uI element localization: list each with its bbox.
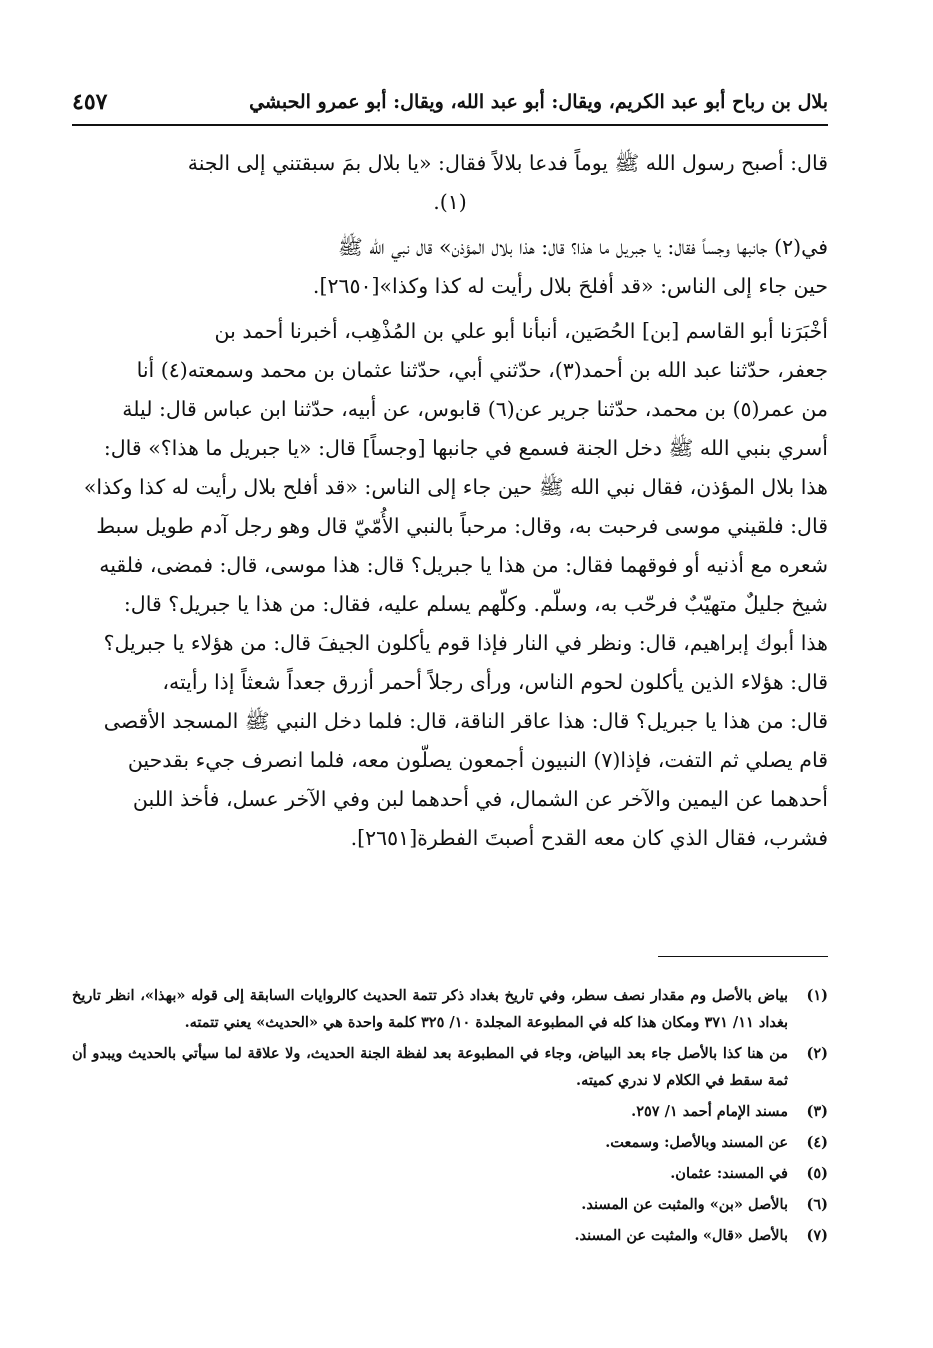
text-line: قال: هؤلاء الذين يأكلون لحوم الناس، ورأى رجلاً أحمر أزرق جعداً شعثاً إذا رأيته، — [162, 670, 828, 694]
text-line: قال: من هذا يا جبريل؟ قال: هذا عاقر الناقة، قال: فلما دخل النبي ﷺ المسجد الأقصى — [103, 709, 828, 733]
footnote-number: (٧) — [806, 1227, 828, 1244]
text-line: أسري بنبي الله ﷺ دخل الجنة فسمع في جانبها [وجساً] قال: «يا جبريل ما هذا؟» قال: — [103, 436, 828, 460]
footnote-separator — [658, 956, 828, 957]
footnote-text: بالأصل «بن» والمثبت عن المسند. — [581, 1196, 788, 1213]
footnote-number: (٥) — [806, 1165, 828, 1182]
text-line: شيخ جليلٌ متهيّبٌ فرحّب به، وسلّم. وكلّهم يسلم عليه، فقال: من هذا يا جبريل؟ قال: — [123, 592, 828, 616]
running-title: بلال بن رباح أبو عبد الكريم، ويقال: أبو عبد الله، ويقال: أبو عمرو الحبشي — [249, 91, 828, 113]
text-line: قال: فلقيني موسى فرحبت به، وقال: مرحباً بالنبي الأُمّيّ قال وهو رجل آدم طويل سبط — [96, 514, 828, 538]
footnote-text: مسند الإمام أحمد ١/ ٢٥٧. — [631, 1103, 788, 1120]
page-number: ٤٥٧ — [72, 89, 108, 115]
footnote-number: (١) — [806, 987, 828, 1004]
footnote-text: في المسند: عثمان. — [670, 1165, 788, 1182]
text-line: هذا بلال المؤذن، فقال نبي الله ﷺ حين جاء إلى الناس: «قد أفلح بلال رأيت له كذا وكذا» — [83, 475, 828, 499]
footnote-3 — [72, 1098, 828, 1125]
footnote-text: من هنا كذا بالأصل جاء بعد البياض، وجاء في المطبوعة بعد لفظة الجنة الحديث، ولا علاقة لما سيأتي بالحديث ويبدو أن ثمة سقط في الكلام لا ندري كميته. — [72, 1045, 788, 1089]
footnote-5 — [72, 1160, 828, 1187]
text-line: قال: أصبح رسول الله ﷺ يوماً فدعا بلالاً فقال: «يا بلال بمَ سبقتني إلى الجنة — [187, 151, 828, 175]
paragraph-3 — [72, 312, 828, 858]
footnote-text: بالأصل «قال» والمثبت عن المسند. — [574, 1227, 788, 1244]
text-line: في(٢) جانبها وجساً فقال: يا جبريل ما هذا؟ قال: هذا بلال المؤذن» قال نبي الله ﷺ — [338, 235, 828, 259]
running-header — [72, 82, 828, 122]
text-line: أحدهما عن اليمين والآخر عن الشمال، في أحدهما لبن وفي الآخر عسل، فأخذ اللبن — [132, 787, 828, 811]
footnote-number: (٤) — [806, 1134, 828, 1151]
text-line: (١). — [433, 190, 467, 214]
footnotes — [72, 982, 828, 1253]
footnote-6 — [72, 1191, 828, 1218]
text-line: من عمر(٥) بن محمد، حدّثنا جرير عن(٦) قابوس، عن أبيه، حدّثنا ابن عباس قال: ليلة — [122, 397, 828, 421]
text-line: فشرب، فقال الذي كان معه القدح أصبتَ الفطرة[٢٦٥١]. — [350, 826, 828, 850]
header-rule — [72, 124, 828, 126]
footnote-number: (٢) — [806, 1045, 828, 1062]
text-line: حين جاء إلى الناس: «قد أفلحَ بلال رأيت له كذا وكذا»[٢٦٥٠]. — [312, 274, 828, 298]
footnote-number: (٣) — [806, 1103, 828, 1120]
paragraph-2 — [72, 228, 828, 306]
footnote-4 — [72, 1129, 828, 1156]
footnote-2 — [72, 1040, 828, 1094]
text-line: هذا أبوك إبراهيم، قال: ونظر في النار فإذا قوم يأكلون الجيفَ قال: من هؤلاء يا جبريل؟ — [103, 631, 828, 655]
text-line: قام يصلي ثم التفت، فإذا(٧) النبيون أجمعون يصلّون معه، فلما انصرف جيء بقدحين — [127, 748, 828, 772]
footnote-1 — [72, 982, 828, 1036]
text-line: جعفر، حدّثنا عبد الله بن أحمد(٣)، حدّثني أبي، حدّثنا عثمان بن محمد وسمعته(٤) أنا — [136, 358, 828, 382]
text-line: شعره مع أذنيه أو فوقهما فقال: من هذا يا جبريل؟ قال: هذا موسى، قال: فمضى، فلقيه — [99, 553, 828, 577]
paragraph-1 — [72, 144, 828, 222]
main-text — [72, 144, 828, 864]
footnote-number: (٦) — [806, 1196, 828, 1213]
footnote-7 — [72, 1222, 828, 1249]
text-line: أخْبَرَنا أبو القاسم [بن] الحُصَين، أنبأنا أبو علي بن المُذْهِب، أخبرنا أحمد بن — [214, 319, 828, 343]
footnote-text: عن المسند وبالأصل: وسمعت. — [605, 1134, 788, 1151]
footnote-text: بياض بالأصل وم مقدار نصف سطر، وفي تاريخ بغداد ذكر تتمة الحديث كالروايات السابقة إلى قوله «بهذا»، انظر تاريخ بغداد ١١/ ٣٧١ ومكان هذا كله في المطبوعة المجلدة ١٠/ ٣٢٥ كلمة واحدة هي «الحديث» يعني تتمته. — [72, 987, 788, 1031]
